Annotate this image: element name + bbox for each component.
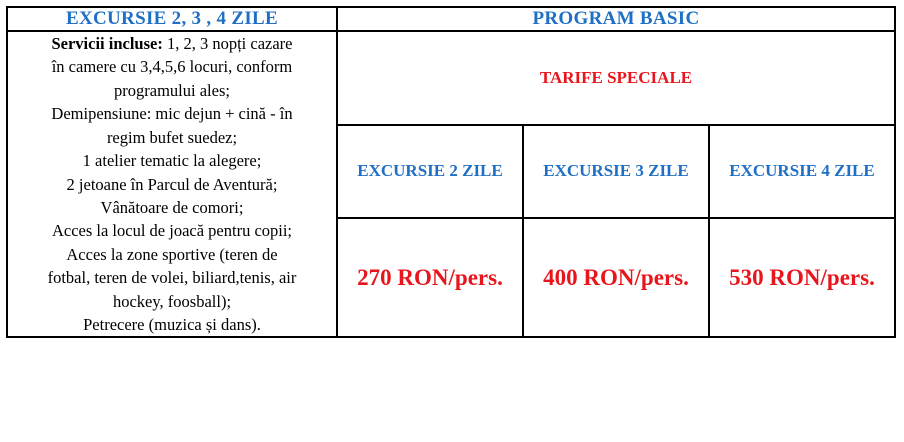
services-line: Demipensiune: mic dejun + cină - în <box>51 104 293 124</box>
services-line: programului ales; <box>114 80 230 100</box>
price-excursie-2-zile: 270 RON/pers. <box>337 218 523 337</box>
pricing-table-document <box>0 6 904 442</box>
column-header-excursie-4-zile: EXCURSIE 4 ZILE <box>709 125 895 219</box>
services-line: Petrecere (muzica și dans). <box>83 315 261 335</box>
services-line: hockey, foosball); <box>112 291 232 311</box>
services-line <box>8 32 336 55</box>
services-line: Acces la locul de joacă pentru copii; <box>51 221 293 241</box>
price-excursie-4-zile: 530 RON/pers. <box>709 218 895 337</box>
services-line: 1 atelier tematic la alegere; <box>82 151 262 171</box>
services-line: regim bufet suedez; <box>106 127 238 147</box>
services-line-text: 1, 2, 3 nopți cazare <box>162 34 293 53</box>
header-excursie-zile: EXCURSIE 2, 3 , 4 ZILE <box>7 7 337 31</box>
column-header-excursie-3-zile: EXCURSIE 3 ZILE <box>523 125 709 219</box>
services-line: fotbal, teren de volei, biliard,tenis, air <box>47 268 297 288</box>
services-list <box>8 32 336 336</box>
services-line: Acces la zone sportive (teren de <box>66 244 278 264</box>
services-lead-label: Servicii incluse: <box>51 34 163 53</box>
tarife-speciale-label: TARIFE SPECIALE <box>337 31 895 125</box>
services-cell <box>7 31 337 337</box>
table-row-headers <box>7 7 895 31</box>
header-program-basic: PROGRAM BASIC <box>337 7 895 31</box>
services-line: în camere cu 3,4,5,6 locuri, conform <box>51 57 293 77</box>
services-line: Vânătoare de comori; <box>100 197 244 217</box>
pricing-table <box>6 6 896 338</box>
table-row-tarife <box>7 31 895 125</box>
column-header-excursie-2-zile: EXCURSIE 2 ZILE <box>337 125 523 219</box>
price-excursie-3-zile: 400 RON/pers. <box>523 218 709 337</box>
services-line: 2 jetoane în Parcul de Aventură; <box>66 174 278 194</box>
